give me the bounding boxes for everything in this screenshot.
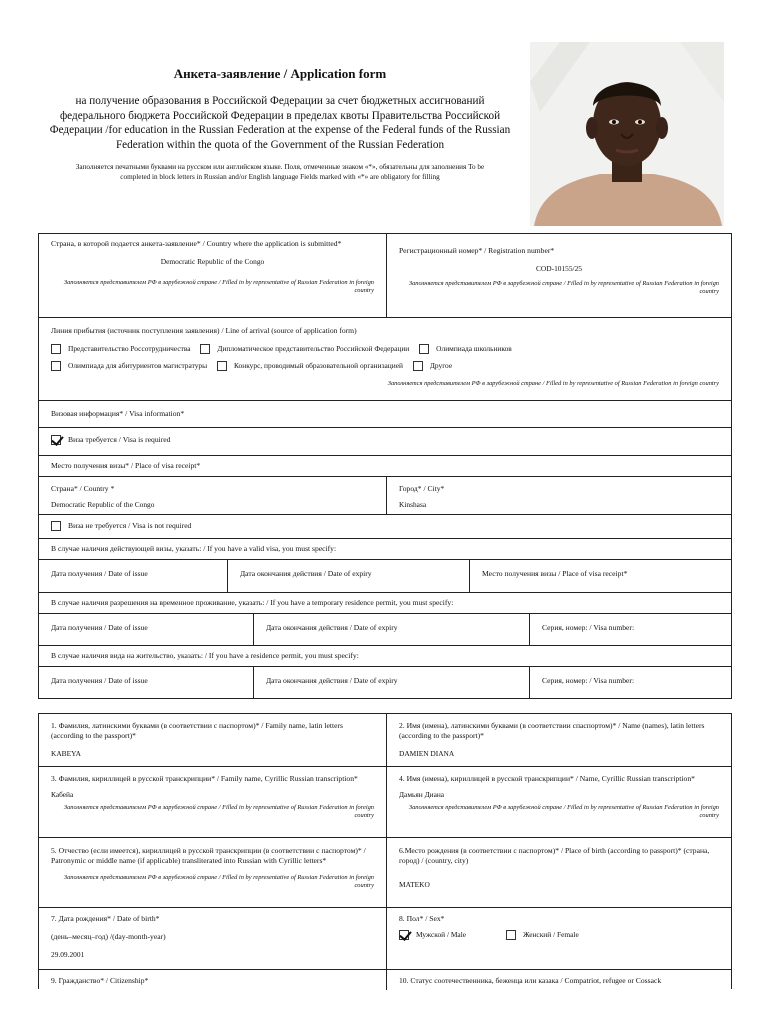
checkbox-rossotrudnichestvo[interactable] (51, 344, 61, 354)
visa-receipt-place-field[interactable]: Место получения визы / Place of visa receipt* (469, 560, 731, 592)
registration-value[interactable]: COD-10155/25 (536, 264, 582, 273)
temp-permit-number-field[interactable]: Серия, номер: / Visa number: (529, 614, 731, 645)
family-cyrillic-value[interactable]: Кабейа (51, 790, 74, 799)
sex-female-checkbox[interactable] (506, 930, 516, 940)
application-section-1 (38, 233, 732, 699)
temp-permit-row (39, 593, 731, 614)
citizenship-row (39, 970, 731, 990)
compatriot-label[interactable]: 10. Статус соотечественника, беженца или казака / Compatriot, refugee or Cossack (386, 970, 731, 990)
form-subtitle: на получение образования в Российской Федерации за счет бюджетных ассигнований федерального бюджета Российской Федерации в пределах квоты Правительства Российской Федерации /for education in the Russian Federation at the expense of the Federal funds of the Russian Federation within the quota of the Government of the Russian Federation (49, 95, 511, 151)
option-other[interactable]: Другое (413, 361, 452, 371)
sex-female-option[interactable]: Женский / Female (506, 930, 579, 940)
arrival-line-row (39, 318, 731, 401)
applicant-photo (530, 42, 724, 226)
checkbox-competition[interactable] (217, 361, 227, 371)
checkbox-school-olympiad[interactable] (419, 344, 429, 354)
valid-visa-fields-row (39, 560, 731, 593)
visa-issue-date-field[interactable]: Дата получения / Date of issue (51, 569, 148, 578)
arrival-line-cell (39, 318, 731, 400)
sex-label: 8. Пол* / Sex* (399, 914, 445, 923)
patronymic-birthplace-row (39, 838, 731, 908)
birthplace-label: 6.Место рождения (в соответствии с паспортом)* / Place of birth (according to passport)* (страна, город) / (country, city) (399, 846, 710, 865)
country-submitted-value[interactable]: Democratic Republic of the Congo (160, 257, 265, 266)
submission-row (39, 234, 731, 318)
visa-not-required-row (39, 515, 731, 539)
dob-value[interactable]: 29.09.2001 (51, 950, 85, 959)
name-latin-label: 2. Имя (имена), латинскими буквами (в соответствии спаспортом)* / Name (names), latin letters (according to the passport)* (399, 721, 705, 740)
checkbox-diplomatic-mission[interactable] (200, 344, 210, 354)
family-latin-label: 1. Фамилия, латинскими буквами (в соответствии с паспортом)* / Family name, latin letters (according to the passport)* (51, 721, 343, 740)
visa-not-required-label: Виза не требуется / Visa is not required (68, 521, 192, 530)
option-diplomatic-mission[interactable]: Дипломатическое представительство Российской Федерации (200, 344, 409, 354)
visa-required-label: Виза требуется / Visa is required (68, 435, 171, 444)
visa-expiry-date-field[interactable]: Дата окончания действия / Date of expiry (227, 560, 469, 592)
valid-visa-label: В случае наличия действующей визы, указать: / If you have a valid visa, you must specify: (51, 544, 337, 553)
residence-permit-fields-row (39, 667, 731, 698)
patronymic-label: 5. Отчество (если имеется), кириллицей в русской транскрипции (в соответствии с паспортом)* / Patronymic or middle name (if applicable) transliterated into Russian with Cyrillic letters* (51, 846, 366, 865)
name-latin-value[interactable]: DAMIEN DIANA (399, 749, 455, 758)
visa-info-label: Визовая информация* / Visa information* (51, 409, 185, 418)
visa-city-value[interactable]: Kinshasa (399, 500, 427, 509)
checkbox-master-olympiad[interactable] (51, 361, 61, 371)
visa-place-row (39, 456, 731, 477)
citizenship-label[interactable]: 9. Гражданство* / Citizenship* (51, 976, 149, 985)
visa-country-value[interactable]: Democratic Republic of the Congo (51, 500, 155, 509)
checkbox-other[interactable] (413, 361, 423, 371)
temp-permit-issue-date-field[interactable]: Дата получения / Date of issue (51, 623, 148, 632)
residence-permit-label: В случае наличия вида на жительство, указать: / If you have a residence permit, you must specify: (51, 651, 359, 660)
registration-label: Регистрационный номер* / Registration number* (399, 246, 555, 255)
fill-note: Заполняется представителем РФ в зарубежной стране / Filled in by representative of Russian Federation in foreign country (387, 380, 719, 387)
latin-names-row (39, 714, 731, 767)
visa-location-row (39, 477, 731, 515)
residence-permit-row (39, 646, 731, 667)
registration-cell (386, 234, 731, 317)
country-submitted-cell (39, 234, 386, 317)
visa-country-label: Страна* / Country * (51, 484, 115, 493)
country-submitted-label: Страна, в которой подается анкета-заявление* / Country where the application is submitted* (51, 239, 342, 248)
applicant-photo-image (530, 42, 724, 226)
name-latin-cell (386, 714, 731, 766)
visa-required-checkbox[interactable] (51, 435, 61, 445)
visa-city-cell (386, 477, 731, 514)
family-cyrillic-cell (39, 767, 386, 837)
temp-permit-expiry-date-field[interactable]: Дата окончания действия / Date of expiry (253, 614, 529, 645)
arrival-line-label: Линия прибытия (источник поступления заявления) / Line of arrival (source of application form) (51, 326, 357, 335)
sex-male-option[interactable]: Мужской / Male (399, 930, 466, 940)
birthplace-value[interactable]: MATEKO (399, 880, 430, 889)
family-latin-cell (39, 714, 386, 766)
fill-note: Заполняется представителем РФ в зарубежной стране / Filled in by representative of Russian Federation in foreign country (408, 804, 719, 819)
form-instructions: Заполняется печатными буквами на русском или английском языке. Поля, отмеченные знаком «*», обязательны для заполнения To be completed in block letters in Russian and/or English language Fields marked with «*» are obligatory for filling (75, 163, 485, 181)
family-latin-value[interactable]: KABEYA (51, 749, 81, 758)
patronymic-cell[interactable] (39, 838, 386, 907)
fill-note: Заполняется представителем РФ в зарубежной стране / Filled in by representative of Russian Federation in foreign country (63, 279, 374, 294)
valid-visa-row (39, 539, 731, 560)
fill-note: Заполняется представителем РФ в зарубежной стране / Filled in by representative of Russian Federation in foreign country (63, 804, 374, 819)
name-cyrillic-value[interactable]: Дамьян Диана (399, 790, 445, 799)
option-rossotrudnichestvo[interactable]: Представительство Россотрудничества (51, 344, 191, 354)
visa-not-required-checkbox[interactable] (51, 521, 61, 531)
visa-place-label: Место получения визы* / Place of visa receipt* (51, 461, 201, 470)
visa-required-row (39, 428, 731, 456)
name-cyrillic-label: 4. Имя (имена), кириллицей в русской транскрипции* / Name, Cyrillic Russian transcription* (399, 774, 695, 783)
visa-info-row (39, 401, 731, 428)
application-section-2 (38, 713, 732, 989)
visa-not-required-cell[interactable] (39, 515, 731, 538)
name-cyrillic-cell (386, 767, 731, 837)
family-cyrillic-label: 3. Фамилия, кириллицей в русской транскрипции* / Family name, Cyrillic Russian transcription* (51, 774, 358, 783)
dob-cell (39, 908, 386, 969)
option-master-olympiad[interactable]: Олимпиада для абитуриентов магистратуры (51, 361, 207, 371)
cyrillic-names-row (39, 767, 731, 838)
option-school-olympiad[interactable]: Олимпиада школьников (419, 344, 512, 354)
residence-permit-issue-date-field[interactable]: Дата получения / Date of issue (51, 676, 148, 685)
sex-male-checkbox[interactable] (399, 930, 409, 940)
birthplace-cell (386, 838, 731, 907)
option-competition[interactable]: Конкурс, проводимый образовательной организацией (217, 361, 403, 371)
visa-city-label: Город* / City* (399, 484, 445, 493)
temp-permit-label: В случае наличия разрешения на временное проживание, указать: / If you have a temporary residence permit, you must specify: (51, 598, 454, 607)
fill-note: Заполняется представителем РФ в зарубежной стране / Filled in by representative of Russian Federation in foreign country (408, 280, 719, 295)
form-header (40, 58, 520, 182)
dob-label: 7. Дата рождения* / Date of birth* (51, 914, 160, 923)
dob-format: (день–месяц–год) /(day-month-year) (51, 932, 166, 941)
visa-required-cell[interactable] (39, 428, 731, 455)
sex-cell (386, 908, 731, 969)
form-title: Анкета-заявление / Application form (173, 66, 387, 81)
residence-permit-number-field[interactable]: Серия, номер: / Visa number: (529, 667, 731, 698)
residence-permit-expiry-date-field[interactable]: Дата окончания действия / Date of expiry (253, 667, 529, 698)
fill-note: Заполняется представителем РФ в зарубежной стране / Filled in by representative of Russian Federation in foreign country (63, 874, 374, 889)
temp-permit-fields-row (39, 614, 731, 646)
visa-country-cell (39, 477, 386, 514)
dob-sex-row (39, 908, 731, 970)
